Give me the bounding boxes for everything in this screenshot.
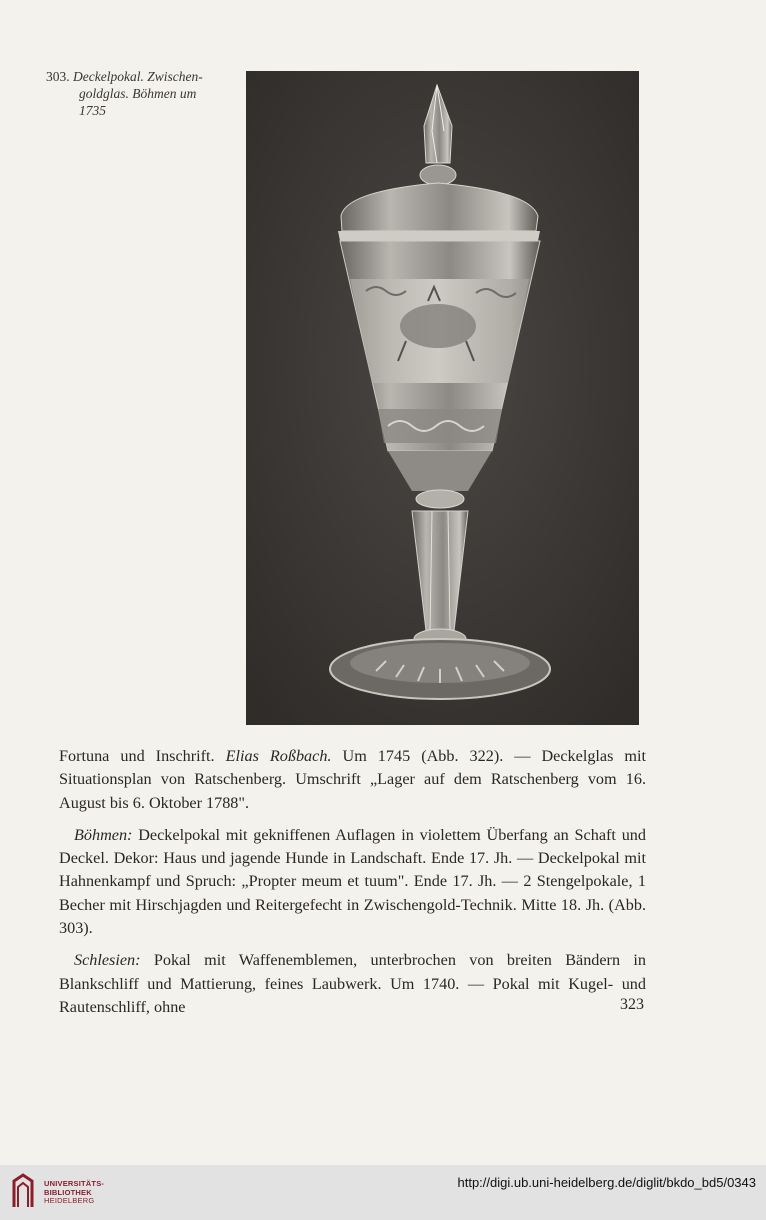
paragraph-fortuna: [59, 745, 646, 815]
paragraph-fortuna-text-2: Um 1745 (Abb. 322). — Deckelglas mit Situationsplan von Ratschenberg. Umschrift „Lager auf dem Ratschenberg vom 16. August bis 6. Oktober 1788".: [59, 747, 646, 812]
paragraph-schlesien-text: Pokal mit Waffenemblemen, unterbrochen von breiten Bändern in Blankschliff und Mattierung, feines Laubwerk. Um 1740. — Pokal mit Kugel- und Rautenschliff, ohne: [59, 951, 646, 1016]
caption-line-1: Deckelpokal. Zwischen-: [73, 69, 203, 84]
paragraph-schlesien: [59, 949, 646, 1019]
source-url-link[interactable]: http://digi.ub.uni-heidelberg.de/diglit/bkdo_bd5/0343: [457, 1175, 756, 1190]
paragraph-boehmen-text: Deckelpokal mit gekniffenen Auflagen in violettem Überfang an Schaft und Deckel. Dekor: Haus und jagende Hunde in Landschaft. Ende 17. Jh. — Deckelpokal mit Hahnenkampf und Spruch: „Propter meum et tuum". Ende 17. Jh. — 2 Stengelpokale, 1 Becher mit Hirschjagden und Reitergefecht in Zwischengold-Technik. Mitte 18. Jh. (Abb. 303).: [59, 825, 646, 938]
paragraph-boehmen-heading: Böhmen:: [74, 825, 133, 844]
library-name: [44, 1180, 104, 1206]
library-footer: [0, 1165, 766, 1220]
paragraph-boehmen: [59, 824, 646, 940]
page-number: 323: [620, 996, 644, 1013]
paragraph-schlesien-heading: Schlesien:: [74, 951, 141, 970]
library-name-line-2: BIBLIOTHEK: [44, 1187, 92, 1197]
figure-caption: [46, 68, 226, 119]
paragraph-fortuna-text-1: Fortuna und Inschrift.: [59, 747, 226, 765]
caption-line-3: 1735: [79, 103, 106, 118]
body-text: [59, 745, 646, 1028]
library-name-line-3: HEIDELBERG: [44, 1196, 95, 1205]
goblet-photograph: [246, 71, 639, 725]
library-name-line-1: UNIVERSITÄTS-: [44, 1179, 105, 1188]
caption-line-2: goldglas. Böhmen um: [79, 86, 197, 101]
library-logo-icon: [10, 1173, 36, 1209]
figure-number: 303.: [46, 69, 70, 84]
paragraph-fortuna-artist: Elias Roßbach.: [225, 747, 332, 765]
